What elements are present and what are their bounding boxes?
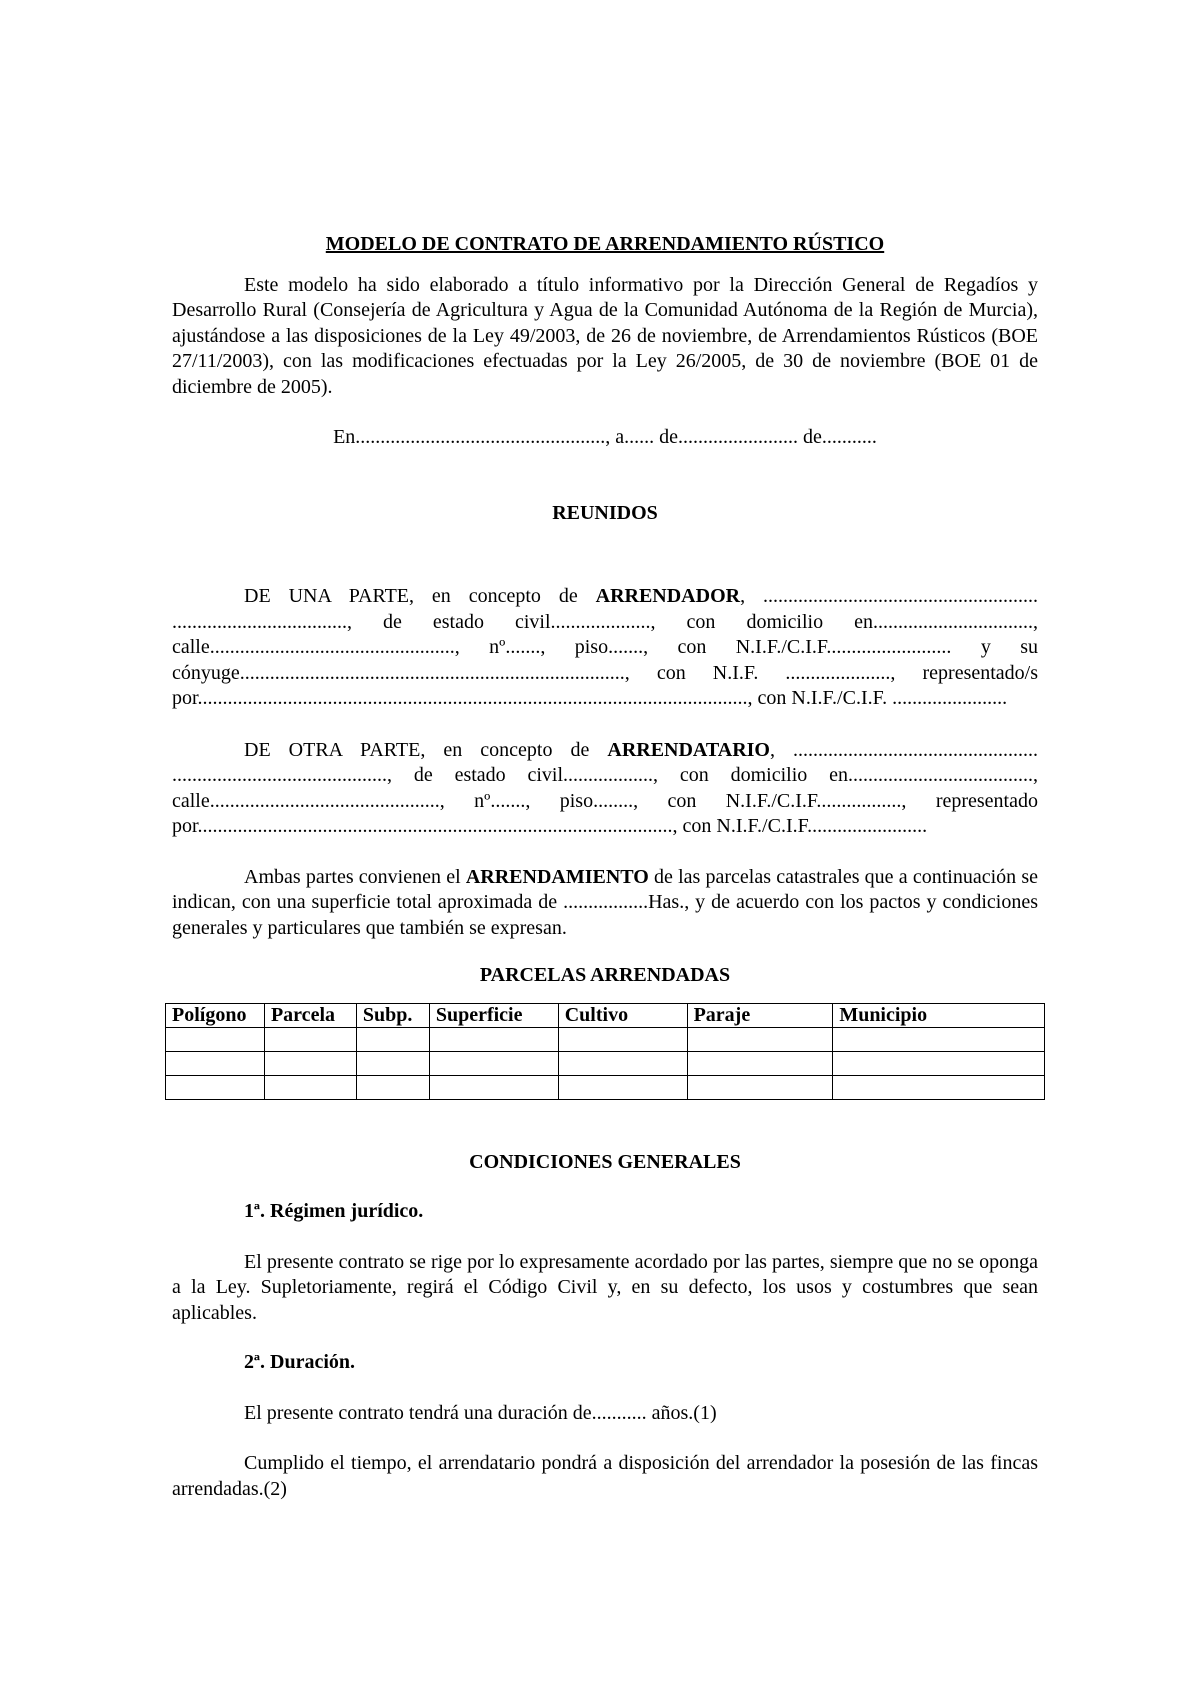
table-cell[interactable]	[166, 1051, 265, 1075]
table-cell[interactable]	[264, 1027, 356, 1051]
header-parcela: Parcela	[264, 1003, 356, 1027]
table-row	[166, 1027, 1045, 1051]
header-paraje: Paraje	[687, 1003, 833, 1027]
table-cell[interactable]	[356, 1075, 429, 1099]
clause2-body1: El presente contrato tendrá una duración de........... años.(1)	[244, 1401, 717, 1424]
parte1-rest: , ....................................................... ..................................., de estado civil...................., con domicilio en................................, calle................................................., nº......., piso......., con N.I.F./C.I.F......................... y su cónyuge............................................................................., con N.I.F. ....................., representado/s por.............................................................................................................., con N.I.F./C.I.F. .......................	[172, 585, 1038, 709]
ambas-partes-paragraph	[172, 865, 1038, 942]
header-cultivo: Cultivo	[558, 1003, 687, 1027]
date-line: En.................................................., a...... de........................ de...........	[333, 426, 877, 448]
intro-paragraph: Este modelo ha sido elaborado a título informativo por la Dirección General de Regadíos y Desarrollo Rural (Consejería de Agricultura y Agua de la Comunidad Autónoma de la Región de Murcia), ajustándose a las disposiciones de la Ley 49/2003, de 26 de noviembre, de Arrendamientos Rústicos (BOE 27/11/2003), con las modificaciones efectuadas por la Ley 26/2005, de 30 de noviembre (BOE 01 de diciembre de 2005).	[172, 273, 1038, 398]
table-cell[interactable]	[166, 1027, 265, 1051]
parte-arrendador-paragraph	[172, 584, 1038, 712]
arrendamiento-keyword: ARRENDAMIENTO	[465, 865, 649, 888]
document-content	[172, 232, 1038, 1502]
table-cell[interactable]	[264, 1051, 356, 1075]
parcelas-heading: PARCELAS ARRENDADAS	[479, 964, 731, 986]
arrendatario-label: ARRENDATARIO	[607, 738, 770, 761]
parte2-rest: , ................................................. ..........................................., de estado civil.................., con domicilio en....................................., calle.............................................., nº......., piso........, con N.I.F./C.I.F................., representado por..............................................................................................., con N.I.F./C.I.F........................	[172, 738, 1039, 837]
table-cell[interactable]	[558, 1051, 687, 1075]
table-cell[interactable]	[558, 1075, 687, 1099]
table-cell[interactable]	[558, 1027, 687, 1051]
table-cell[interactable]	[356, 1027, 429, 1051]
table-cell[interactable]	[429, 1051, 558, 1075]
clause1-heading: 1ª. Régimen jurídico.	[244, 1200, 424, 1222]
table-row	[166, 1075, 1045, 1099]
parte2-prefix: DE OTRA PARTE, en concepto de	[244, 738, 608, 761]
table-cell[interactable]	[356, 1051, 429, 1075]
header-poligono: Polígono	[166, 1003, 265, 1027]
table-cell[interactable]	[687, 1075, 833, 1099]
table-cell[interactable]	[833, 1075, 1045, 1099]
table-cell[interactable]	[833, 1051, 1045, 1075]
parte-arrendatario-paragraph	[172, 738, 1038, 840]
parte1-prefix: DE UNA PARTE, en concepto de	[244, 585, 596, 607]
ambas-prefix: Ambas partes convienen el	[244, 865, 466, 888]
table-cell[interactable]	[166, 1075, 265, 1099]
table-cell[interactable]	[264, 1075, 356, 1099]
table-cell[interactable]	[833, 1027, 1045, 1051]
ambas-rest: de las parcelas catastrales que a continuación se indican, con una superficie total aproximada de .................Has., y de acuerdo con los pactos y condiciones generales y particulares que también se expresan.	[172, 865, 1038, 939]
parcelas-table	[165, 1003, 1045, 1100]
header-municipio: Municipio	[833, 1003, 1045, 1027]
condiciones-heading: CONDICIONES GENERALES	[469, 1150, 741, 1173]
arrendador-label: ARRENDADOR	[595, 585, 741, 607]
clause2-body2: Cumplido el tiempo, el arrendatario pondrá a disposición del arrendador la posesión de las fincas arrendadas.(2)	[172, 1452, 1038, 1500]
table-cell[interactable]	[687, 1027, 833, 1051]
header-subp: Subp.	[356, 1003, 429, 1027]
table-cell[interactable]	[687, 1051, 833, 1075]
table-cell[interactable]	[429, 1027, 558, 1051]
document-title: MODELO DE CONTRATO DE ARRENDAMIENTO RÚSTICO	[325, 233, 885, 255]
clause1-body: El presente contrato se rige por lo expresamente acordado por las partes, siempre que no se oponga a la Ley. Supletoriamente, regirá el Código Civil y, en su defecto, los usos y costumbres que sean aplicables.	[172, 1250, 1038, 1324]
header-superficie: Superficie	[429, 1003, 558, 1027]
reunidos-heading: REUNIDOS	[552, 501, 658, 524]
table-cell[interactable]	[429, 1075, 558, 1099]
table-header-row	[166, 1003, 1045, 1027]
clause2-heading: 2ª. Duración.	[244, 1351, 355, 1373]
table-row	[166, 1051, 1045, 1075]
